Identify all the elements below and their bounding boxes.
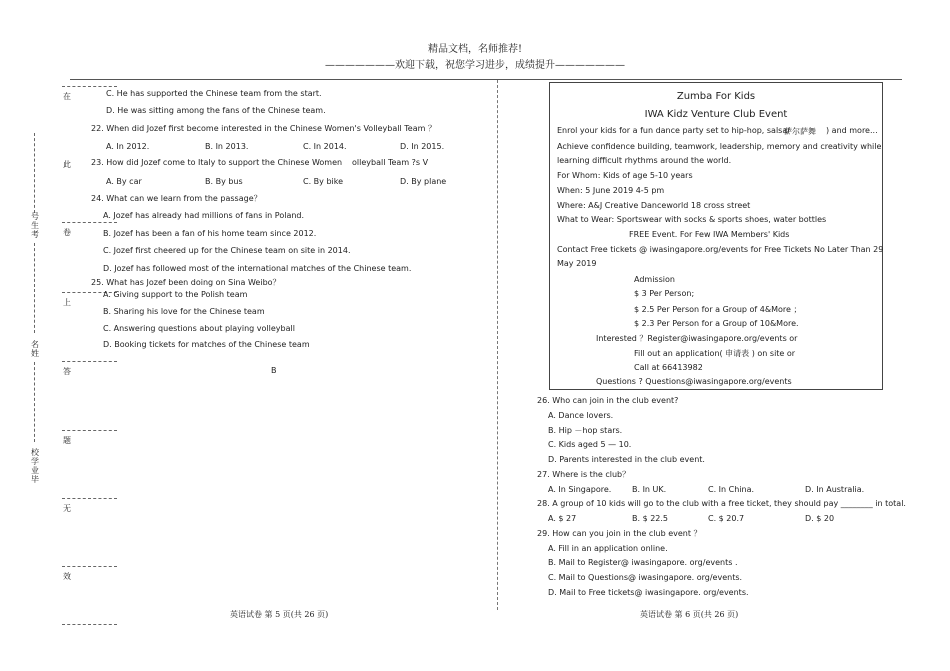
ad-line: ) and more... — [826, 126, 878, 135]
q27-option: D. In Australia. — [805, 485, 865, 494]
margin-char: 答 — [63, 367, 71, 376]
q29-option: D. Mail to Free tickets@ iwasingapore. org/events. — [548, 588, 749, 597]
margin-dash — [62, 86, 117, 87]
q27-option: B. In UK. — [632, 485, 667, 494]
q28-option: D. $ 20 — [805, 514, 835, 523]
q26-stem: 26. Who can join in the club event? — [537, 396, 679, 405]
margin-char: 无 — [63, 504, 71, 513]
header-line1: 精品文档，名师推荐! — [427, 44, 523, 55]
margin-char: 题 — [63, 436, 71, 445]
ad-line: FREE Event. For Few IWA Members' Kids — [629, 230, 790, 239]
q23-stem-tail: olleyball Team ?s V — [352, 158, 429, 167]
q24-option: B. Jozef has been a fan of his home team since 2012. — [103, 229, 317, 238]
ad-line: When: 5 June 2019 4-5 pm — [557, 186, 665, 195]
q23-option: C. By bike — [303, 177, 344, 186]
q26-option: C. Kids aged 5 — 10. — [548, 440, 632, 449]
q29-stem: 29. How can you join in the club event ？ — [537, 529, 702, 538]
q23-option: A. By car — [106, 177, 142, 186]
q29-option: A. Fill in an application online. — [548, 544, 668, 553]
ad-line: Enrol your kids for a fun dance party set to hip-hop, salsa( — [557, 126, 791, 135]
q22-option: A. In 2012. — [106, 142, 150, 151]
ad-line: Achieve confidence building, teamwork, leadership, memory and creativity while — [557, 142, 882, 151]
margin-dash — [62, 498, 117, 499]
q23-option: D. By plane — [400, 177, 447, 186]
school-label: 校学业毕 — [31, 448, 39, 484]
ad-price: $ 3 Per Person; — [634, 289, 695, 298]
ad-line: What to Wear: Sportswear with socks & sports shoes, water bottles — [557, 215, 827, 224]
footer-right: 英语试卷 第 6 页(共 26 页) — [640, 610, 739, 619]
q27-option: A. In Singapore. — [548, 485, 612, 494]
q24-option: C. Jozef first cheered up for the Chinese team on site in 2014. — [103, 246, 351, 255]
header-rule — [70, 79, 902, 80]
margin-dash — [62, 430, 117, 431]
margin-char: 上 — [63, 298, 71, 307]
footer-left: 英语试卷 第 5 页(共 26 页) — [230, 610, 329, 619]
q22-option: C. In 2014. — [303, 142, 347, 151]
margin-vline — [34, 243, 35, 333]
ad-interested: Interested ？Register@iwasingapore.org/events or — [596, 334, 798, 343]
ad-subtitle: IWA Kidz Venture Club Event — [644, 109, 788, 120]
ad-line: Where: A&J Creative Danceworld 18 cross street — [557, 201, 751, 210]
q22-stem: 22. When did Jozef first become interested in the Chinese Women's Volleyball Team ？ — [91, 124, 436, 133]
margin-vline — [34, 133, 35, 213]
ad-interested: Call at 66413982 — [634, 363, 703, 372]
header-line2: ———————欢迎下载，祝您学习进步，成绩提升——————— — [325, 60, 625, 71]
q25-option: D. Booking tickets for matches of the Chinese team — [103, 340, 310, 349]
ad-admission: Admission — [634, 275, 675, 284]
q22-option: B. In 2013. — [205, 142, 249, 151]
q28-stem: 28. A group of 10 kids will go to the club with a free ticket, they should pay ________ in total. — [537, 499, 906, 508]
margin-char: 卷 — [63, 228, 71, 237]
q23-stem: 23. How did Jozef come to Italy to support the Chinese Women — [91, 158, 343, 167]
margin-dash — [62, 361, 117, 362]
ad-line: learning difficult rhythms around the world. — [557, 156, 732, 165]
q26-option: D. Parents interested in the club event. — [548, 455, 705, 464]
q28-option: C. $ 20.7 — [708, 514, 745, 523]
q27-option: C. In China. — [708, 485, 755, 494]
q21-option-c: C. He has supported the Chinese team from the start. — [106, 89, 322, 98]
margin-char: 效 — [63, 572, 71, 581]
margin-char: 此 — [63, 160, 71, 169]
q26-option: B. Hip －hop stars. — [548, 426, 623, 435]
q27-stem: 27. Where is the club？ — [537, 470, 631, 479]
ad-line: Contact Free tickets @ iwasingapore.org/events for Free Tickets No Later Than 29 — [557, 245, 884, 254]
q29-option: B. Mail to Register@ iwasingapore. org/events . — [548, 558, 738, 567]
q24-stem: 24. What can we learn from the passage？ — [91, 194, 262, 203]
q25-option: C. Answering questions about playing volleyball — [103, 324, 295, 333]
section-label: B — [271, 366, 277, 375]
q22-option: D. In 2015. — [400, 142, 445, 151]
margin-vline — [34, 362, 35, 442]
margin-dash — [62, 624, 117, 625]
ad-line: For Whom: Kids of age 5-10 years — [557, 171, 693, 180]
column-divider — [497, 80, 498, 610]
ad-line: May 2019 — [557, 259, 597, 268]
margin-char: 在 — [63, 92, 71, 101]
ad-title: Zumba For Kids — [676, 91, 756, 102]
q24-option: D. Jozef has followed most of the international matches of the Chinese team. — [103, 264, 412, 273]
q24-option: A. Jozef has already had millions of fans in Poland. — [103, 211, 305, 220]
q25-option: A. Giving support to the Polish team — [103, 290, 248, 299]
exam-no-label: 号生考 — [31, 212, 39, 239]
margin-dash — [62, 566, 117, 567]
name-label: 名姓 — [31, 340, 39, 358]
ad-questions: Questions ? Questions@iwasingapore.org/events — [596, 377, 792, 386]
q28-option: B. $ 22.5 — [632, 514, 669, 523]
q25-stem: 25. What has Jozef been doing on Sina Weibo？ — [91, 278, 281, 287]
q29-option: C. Mail to Questions@ iwasingapore. org/events. — [548, 573, 743, 582]
q26-option: A. Dance lovers. — [548, 411, 614, 420]
ad-price: $ 2.3 Per Person for a Group of 10&More. — [634, 319, 799, 328]
ad-interested: Fill out an application( 申请表 ) on site or — [634, 349, 796, 358]
q21-option-d: D. He was sitting among the fans of the Chinese team. — [106, 106, 326, 115]
q23-option: B. By bus — [205, 177, 243, 186]
margin-dash — [62, 222, 117, 223]
q28-option: A. $ 27 — [548, 514, 577, 523]
ad-line: 萨尔萨舞 — [784, 127, 816, 136]
q25-option: B. Sharing his love for the Chinese team — [103, 307, 265, 316]
ad-price: $ 2.5 Per Person for a Group of 4&More ； — [634, 305, 802, 314]
